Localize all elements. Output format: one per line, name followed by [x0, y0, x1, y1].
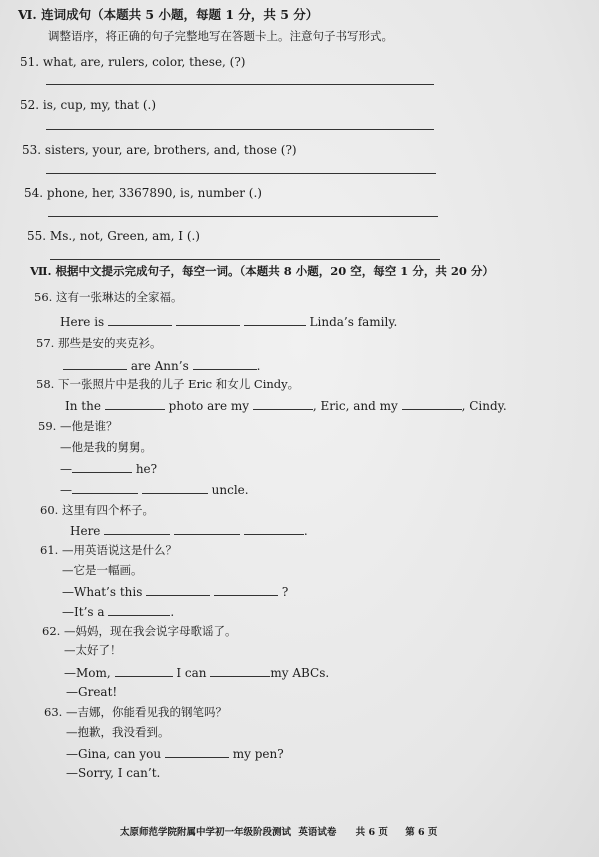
blank-60-3[interactable] [244, 523, 304, 535]
question-57 [36, 336, 161, 350]
chinese-prompt-62-2: —太好了！ [64, 643, 122, 657]
question-62 [42, 624, 236, 638]
blank-59-2[interactable] [72, 482, 138, 494]
dialogue-dash: — [60, 483, 72, 497]
answer-line-54[interactable] [48, 216, 438, 217]
question-63 [44, 705, 227, 719]
question-text: sisters, your, are, brothers, and, those (?) [44, 143, 297, 157]
footer-total-pages: 共 6 页 [355, 827, 388, 838]
answer-line-55[interactable] [50, 259, 440, 260]
answer-56 [60, 314, 397, 329]
question-text: is, cup, my, that (.) [42, 98, 157, 112]
sentence-part: Linda’s family. [309, 315, 398, 329]
answer-62-2: —Great! [66, 685, 118, 699]
blank-58-3[interactable] [402, 398, 462, 410]
blank-56-2[interactable] [176, 314, 240, 326]
sentence-part: my ABCs. [270, 666, 330, 680]
sentence-part: —It’s a [62, 605, 105, 619]
sentence-part: , Cindy. [461, 399, 507, 413]
answer-61-1 [62, 584, 288, 599]
question-number: 59. [38, 419, 57, 433]
answer-line-52[interactable] [46, 129, 434, 130]
sentence-part: my pen? [232, 747, 284, 761]
footer-page-number: 第 6 页 [405, 827, 438, 838]
question-60 [40, 503, 154, 517]
question-number: 54. [24, 186, 44, 200]
blank-56-1[interactable] [108, 314, 172, 326]
question-53 [22, 143, 297, 157]
answer-line-51[interactable] [46, 84, 434, 85]
chinese-prompt: —妈妈，现在我会说字母歌谣了。 [63, 624, 237, 638]
footer-paper: 英语试卷 [298, 827, 337, 838]
chinese-prompt-59-2: —他是我的舅舅。 [60, 440, 152, 454]
sentence-part: I can [176, 666, 207, 680]
blank-57-2[interactable] [193, 358, 257, 370]
sentence-part: —Gina, can you [66, 747, 162, 761]
blank-62-1[interactable] [115, 665, 173, 677]
question-number: 58. [36, 377, 55, 391]
section-6-title: Ⅵ. 连词成句（本题共 5 小题，每题 1 分，共 5 分） [18, 7, 319, 22]
question-59 [38, 419, 117, 433]
answer-63-2: —Sorry, I can’t. [66, 766, 161, 780]
dialogue-dash: — [60, 462, 72, 476]
sentence-part: . [170, 605, 175, 619]
sentence-part: uncle. [211, 483, 249, 497]
page-footer [120, 826, 437, 840]
question-58 [36, 377, 299, 391]
sentence-part: . [256, 359, 261, 373]
question-52 [20, 98, 156, 112]
chinese-prompt: 那些是安的夹克衫。 [57, 336, 162, 350]
answer-62-1 [64, 665, 329, 680]
answer-63-1 [66, 746, 284, 761]
blank-60-1[interactable] [104, 523, 170, 535]
question-number: 63. [44, 705, 63, 719]
question-55 [27, 229, 200, 243]
blank-61-1[interactable] [146, 584, 210, 596]
section-7-title: Ⅶ. 根据中文提示完成句子，每空一词。（本题共 8 小题，20 空，每空 1 分，共 20 分） [30, 264, 494, 278]
question-number: 62. [42, 624, 61, 638]
chinese-prompt: 这有一张琳达的全家福。 [55, 290, 183, 304]
blank-56-3[interactable] [244, 314, 306, 326]
sentence-part: , Eric, and my [312, 399, 398, 413]
question-number: 55. [27, 229, 47, 243]
blank-61-2[interactable] [214, 584, 278, 596]
footer-school: 太原师范学院附属中学初一年级阶段测试 [120, 827, 292, 838]
question-number: 57. [36, 336, 55, 350]
answer-58 [65, 398, 507, 413]
chinese-prompt: 这里有四个杯子。 [61, 503, 154, 517]
blank-59-1[interactable] [72, 461, 132, 473]
section-6-instruction: 调整语序，将正确的句子完整地写在答题卡上。注意句子书写形式。 [48, 29, 393, 43]
sentence-part: . [303, 524, 308, 538]
blank-63-1[interactable] [165, 746, 229, 758]
question-number: 51. [20, 55, 40, 69]
question-61 [40, 543, 177, 557]
chinese-prompt-61-2: —它是一幅画。 [62, 563, 143, 577]
blank-58-1[interactable] [105, 398, 165, 410]
sentence-part: —What’s this [62, 585, 143, 599]
blank-59-3[interactable] [142, 482, 208, 494]
question-56 [34, 290, 182, 304]
chinese-prompt: 下一张照片中是我的儿子 Eric 和女儿 Cindy。 [57, 377, 300, 391]
blank-57-1[interactable] [63, 358, 127, 370]
answer-61-2 [62, 604, 174, 619]
chinese-prompt: —吉娜，你能看见我的钢笔吗？ [65, 705, 227, 719]
sentence-part: Here [70, 524, 101, 538]
question-text: phone, her, 3367890, is, number (.) [46, 186, 262, 200]
chinese-prompt: —用英语说这是什么？ [61, 543, 177, 557]
chinese-prompt-63-2: —抱歉，我没看到。 [66, 725, 170, 739]
blank-60-2[interactable] [174, 523, 240, 535]
question-51 [20, 55, 245, 69]
sentence-part: Here is [60, 315, 105, 329]
question-number: 53. [22, 143, 42, 157]
question-text: Ms., not, Green, am, I (.) [49, 229, 200, 243]
question-text: what, are, rulers, color, these, (?) [42, 55, 246, 69]
answer-59-2 [60, 482, 249, 497]
sentence-part: ? [281, 585, 289, 599]
chinese-prompt: —他是谁？ [59, 419, 118, 433]
answer-60 [70, 523, 308, 538]
question-54 [24, 186, 262, 200]
question-number: 52. [20, 98, 40, 112]
question-number: 60. [40, 503, 59, 517]
blank-58-2[interactable] [253, 398, 313, 410]
answer-line-53[interactable] [46, 173, 436, 174]
question-number: 61. [40, 543, 59, 557]
sentence-part: he? [135, 462, 158, 476]
blank-62-2[interactable] [210, 665, 270, 677]
answer-57 [63, 358, 260, 373]
sentence-part: photo are my [168, 399, 250, 413]
answer-59-1 [60, 461, 157, 476]
blank-61-3[interactable] [108, 604, 170, 616]
sentence-part: are Ann’s [130, 359, 189, 373]
sentence-part: —Mom, [64, 666, 111, 680]
question-number: 56. [34, 290, 53, 304]
sentence-part: In the [65, 399, 101, 413]
